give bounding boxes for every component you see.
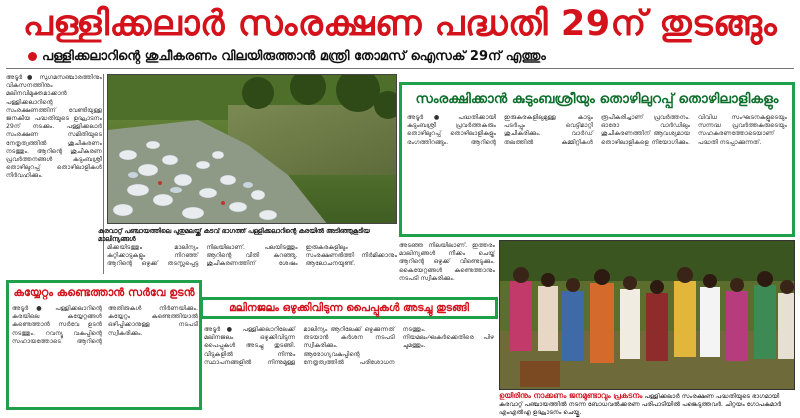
headline: പള്ളിക്കലാർ സംരക്ഷണ പദ്ധതി 29ന് തുടങ്ങും (22, 4, 778, 44)
river-photo (107, 74, 397, 224)
kudumbashree-text: അടൂർ ● പദ്ധതിക്കായി കുടുംബശ്രീ പ്രവർത്തകരും തൊഴിലുറപ്പ് തൊഴിലാളികളും രംഗത്തിറങ്ങും. ആറിന്റെ ഇരുകരകളിലുമുള്ള കാടും പടർപ്പും വെട്ടിമാറ്റി ശുചീകരിക്കും. വാർഡ് തലത്തിൽ കമ്മിറ്റികൾ രൂപീകരിച്ചാണ് പ്രവർത്തനം. ഓരോ വാർഡിലും ശുചീകരണത്തിന് ആവശ്യമായ തൊഴിലാളികളെ നിയോഗിക്കും. വിവിധ സംഘടനകളുടെയും സന്നദ്ധ പ്രവർത്തകരുടെയും സഹകരണത്തോടെയാണ് പദ്ധതി നടപ്പാക്കുന്നത്. (407, 114, 787, 146)
column-divider (103, 74, 104, 274)
left-story-text: അടൂർ ● സുഗമസഞ്ചാരത്തിനും വികസനത്തിനും മലിനവിമുക്തമാക്കാൻ പള്ളിക്കലാറിന്റെ സംരക്ഷണത്തിന് വേണ്ടിയുള്ള ജനകീയ പദ്ധതിയുടെ ഉദ്ഘാടനം 29ന് നടക്കും. പള്ളിക്കലാർ സംരക്ഷണ സമിതിയുടെ നേതൃത്വത്തിൽ ശുചീകരണം നടത്തും. ആറിന്റെ ശുചീകരണ പ്രവർത്തനങ്ങൾ കുടുംബശ്രീ തൊഴിലുറപ്പ് തൊഴിലാളികൾ നിർവഹിക്കും. (6, 74, 102, 180)
subheadline (28, 49, 546, 64)
kudumbashree-heading: സംരക്ഷിക്കാൻ കുടുംബശ്രീയും തൊഴിലുറപ്പ് തൊഴിലാളികളും (406, 88, 788, 110)
river-photo-caption: കരവാറ്റ് പഞ്ചായത്തിലെ പുതുമലയ്ക്ക് കടവ് ഭാഗത്ത് പള്ളിക്കലാറിന്റെ കരയിൽ അടിഞ്ഞുകൂടിയ മാലിന്യങ്ങൾ (98, 227, 370, 244)
crowd-caption-text: പള്ളിക്കലാർ സംരക്ഷണ പദ്ധതിയുടെ ഭാഗമായി കരവാറ്റ് പഞ്ചായത്തിൽ നടന്ന ബോധവൽക്കരണ പരിപാടിയിൽ പങ്കെടുത്തവർ. ചിറ്റയം ഗോപകുമാർ എംഎൽഎ ഉദ്ഘാടനം ചെയ്തു. (499, 393, 782, 417)
crowd-photo-caption (499, 392, 795, 418)
subheadline-text: പള്ളിക്കലാറിന്റെ ശുചീകരണം വിലയിരുത്താൻ മന്ത്രി തോമസ് ഐസക് 29ന് എത്തും (42, 49, 546, 64)
river-photo-image (108, 75, 397, 224)
crowd-photo-image (500, 241, 795, 390)
crowd-caption-heading: ഉയിരിനും നാക്കണം ജനമുണ്ടാവും പ്രകടനം (499, 391, 643, 400)
spacer (6, 276, 7, 277)
bullet-icon (28, 52, 37, 61)
crowd-photo (499, 240, 795, 390)
under-river-text: മിക്കയിടത്തും മാലിന്യം കുറ്റിക്കാടുകളും നിറഞ്ഞ് ആറിന്റെ ഒഴുക്ക് തടസ്സപ്പെട്ട നിലയിലാണ്. പലയിടത്തും ആറിന്റെ വീതി കുറഞ്ഞു. ശുചീകരണത്തിന് ശേഷം ഇരുകരകളിലും സംരക്ഷണഭിത്തി നിർമിക്കാനും ആലോചനയുണ്ട്. (107, 244, 397, 268)
side-continuation-text: അടഞ്ഞ നിലയിലാണ്. ഇത്തരം മാലിന്യങ്ങൾ നീക്കം ചെയ്ത് ആറിന്റെ ഒഴുക്ക് വീണ്ടെടുക്കും. കൈയേറ്റങ്ങൾ കണ്ടെത്താനും നടപടി സ്വീകരിക്കും. (399, 242, 495, 282)
pipe-heading: മലിനജലം ഒഴുക്കിവിടുന്ന പൈപ്പുകൾ അടച്ചു തുടങ്ങി (229, 302, 469, 314)
survey-heading: കയ്യേറ്റം കണ്ടെത്താൻ സർവേ ഉടൻ (13, 286, 195, 299)
divider (6, 68, 794, 69)
pipe-text: അടൂർ ● പള്ളിക്കലാറിലേക്ക് മലിനജലം ഒഴുക്കിവിടുന്ന പൈപ്പുകൾ അടച്ചു തുടങ്ങി. വീടുകളിൽ നിന്നും സ്ഥാപനങ്ങളിൽ നിന്നുമുള്ള മാലിന്യം ആറിലേക്ക് ഒഴുക്കുന്നത് തടയാൻ കർശന നടപടി സ്വീകരിക്കും. ആരോഗ്യവകുപ്പിന്റെ നേതൃത്വത്തിൽ പരിശോധന നടത്തും. നിയമലംഘകർക്കെതിരെ പിഴ ചുമത്തും. (204, 326, 494, 366)
survey-text: അടൂർ ● പള്ളിക്കലാറിന്റെ കരയിലെ കയ്യേറ്റങ്ങൾ കണ്ടെത്താൻ സർവേ ഉടൻ നടത്തും. റവന്യൂ വകുപ്പിന്റെ സഹായത്തോടെ ആറിന്റെ അതിരുകൾ നിർണയിക്കും. കയ്യേറ്റം കണ്ടെത്തിയാൽ ഒഴിപ്പിക്കാനുള്ള നടപടി സ്വീകരിക്കും. (12, 305, 198, 345)
